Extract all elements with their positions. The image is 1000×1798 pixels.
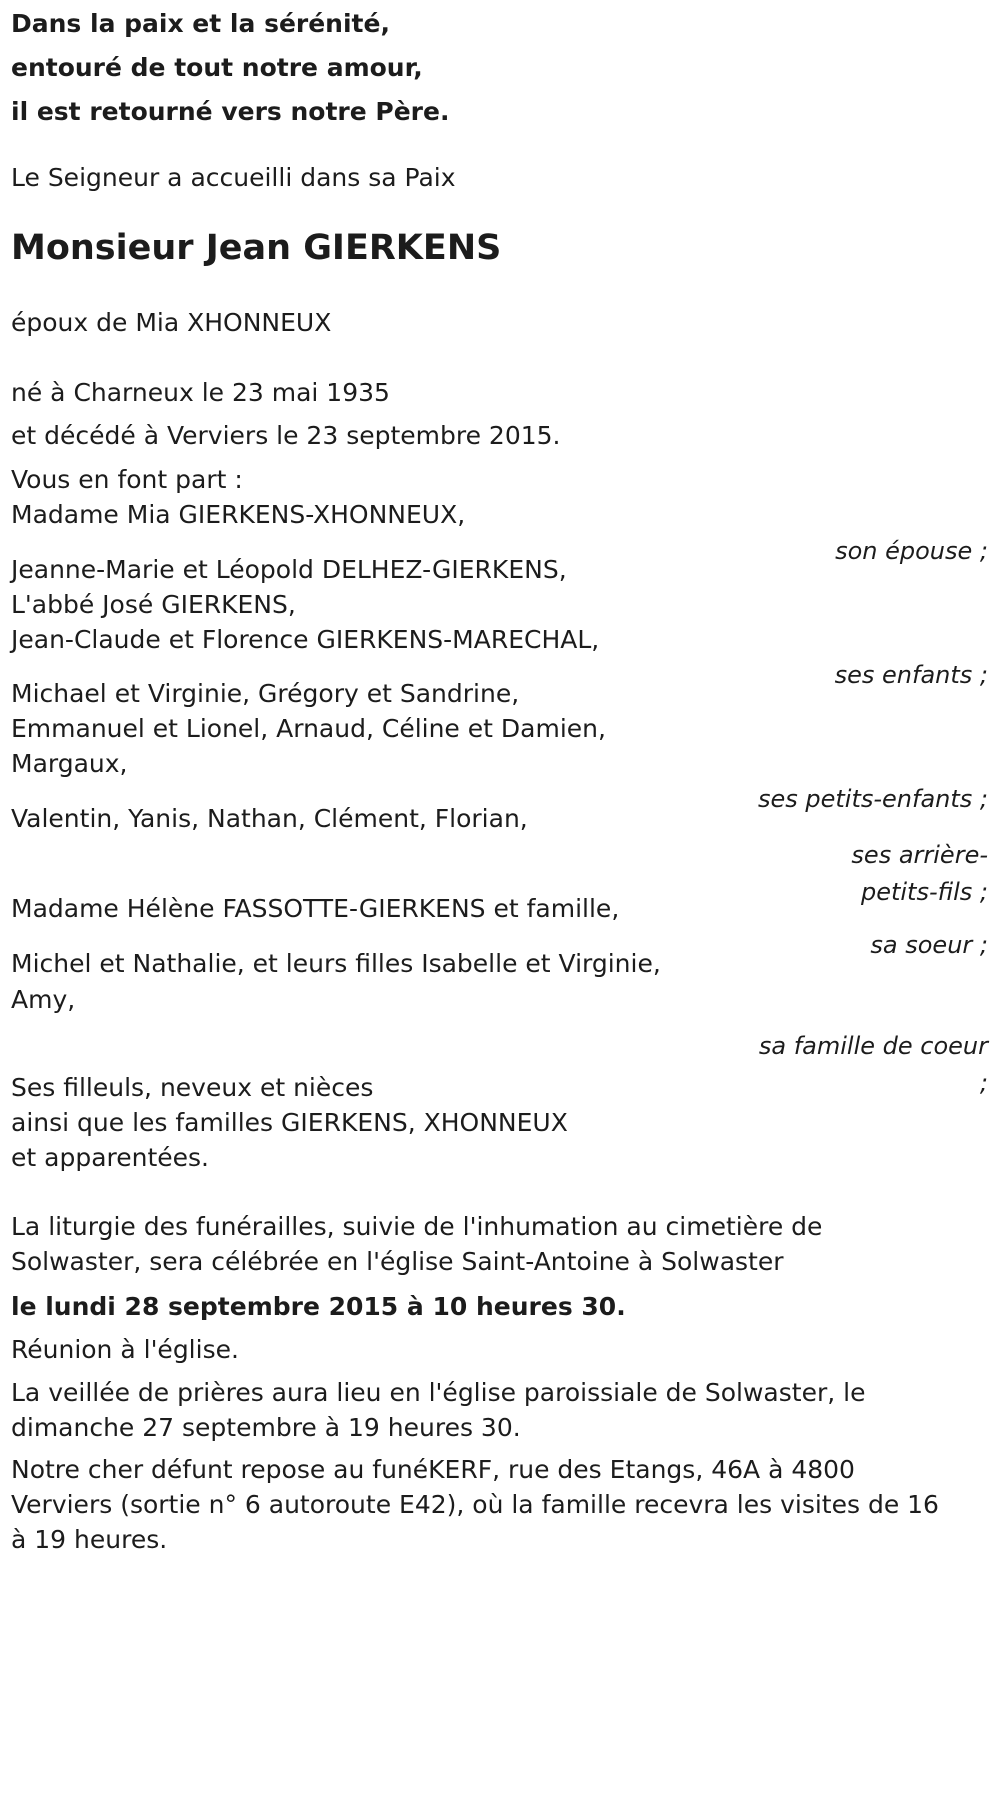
relation-label: petits-fils ; <box>860 878 988 906</box>
announcement: Le Seigneur a accueilli dans sa Paix <box>11 163 456 192</box>
spouse-line: époux de Mia XHONNEUX <box>11 308 332 337</box>
liturgy-line: Solwaster, sera célébrée en l'église Saint-Antoine à Solwaster <box>11 1247 784 1276</box>
deceased-name: Monsieur Jean GIERKENS <box>11 228 502 268</box>
family-member-line: Michael et Virginie, Grégory et Sandrine, <box>11 679 520 708</box>
funeral-datetime: le lundi 28 septembre 2015 à 10 heures 30. <box>11 1292 626 1321</box>
family-member-line: Michel et Nathalie, et leurs filles Isabelle et Virginie, <box>11 949 661 978</box>
relation-label: son épouse ; <box>835 537 988 565</box>
family-member-line: Madame Mia GIERKENS-XHONNEUX, <box>11 500 466 529</box>
extended-family-line: et apparentées. <box>11 1143 209 1172</box>
extended-family-line: ainsi que les familles GIERKENS, XHONNEUX <box>11 1108 568 1137</box>
family-member-line: L'abbé José GIERKENS, <box>11 590 296 619</box>
repose-paragraph <box>11 1452 939 1557</box>
family-member-line: Valentin, Yanis, Nathan, Clément, Florian, <box>11 804 528 833</box>
family-member-line: Madame Hélène FASSOTTE-GIERKENS et famille, <box>11 894 620 923</box>
notify-intro: Vous en font part : <box>11 465 243 494</box>
vigil-paragraph <box>11 1375 865 1445</box>
death-line: et décédé à Verviers le 23 septembre 2015. <box>11 421 561 450</box>
family-member-line: Amy, <box>11 985 76 1014</box>
relation-label: sa famille de coeur <box>758 1032 988 1060</box>
family-member-line: Emmanuel et Lionel, Arnaud, Céline et Damien, <box>11 714 606 743</box>
vigil-line: La veillée de prières aura lieu en l'église paroissiale de Solwaster, le <box>11 1378 866 1407</box>
opening-verse <box>11 2 449 134</box>
verse-line: entouré de tout notre amour, <box>11 53 423 82</box>
extended-family <box>11 1070 568 1175</box>
relation-label: sa soeur ; <box>870 931 988 959</box>
liturgy-line: La liturgie des funérailles, suivie de l'inhumation au cimetière de <box>11 1212 823 1241</box>
family-member-line: Jeanne-Marie et Léopold DELHEZ-GIERKENS, <box>11 555 567 584</box>
repose-line: Verviers (sortie n° 6 autoroute E42), où la famille recevra les visites de 16 <box>11 1490 939 1519</box>
birth-line: né à Charneux le 23 mai 1935 <box>11 378 390 407</box>
relation-label: ses arrière- <box>851 841 988 869</box>
relation-label: ses petits-enfants ; <box>757 785 988 813</box>
verse-line: Dans la paix et la sérénité, <box>11 9 390 38</box>
vigil-line: dimanche 27 septembre à 19 heures 30. <box>11 1413 521 1442</box>
family-group-children <box>11 552 988 694</box>
family-group-grandchildren <box>11 676 988 818</box>
extended-family-line: Ses filleuls, neveux et nièces <box>11 1073 374 1102</box>
family-member-line: Margaux, <box>11 749 128 778</box>
repose-line: à 19 heures. <box>11 1525 168 1554</box>
relation-label: ses enfants ; <box>834 661 988 689</box>
repose-line: Notre cher défunt repose au funéKERF, rue des Etangs, 46A à 4800 <box>11 1455 855 1484</box>
meeting-note: Réunion à l'église. <box>11 1335 239 1364</box>
liturgy-paragraph <box>11 1209 822 1279</box>
family-member-line: Jean-Claude et Florence GIERKENS-MARECHAL, <box>11 625 600 654</box>
verse-line: il est retourné vers notre Père. <box>11 97 450 126</box>
relation-label: ; <box>979 1069 988 1097</box>
